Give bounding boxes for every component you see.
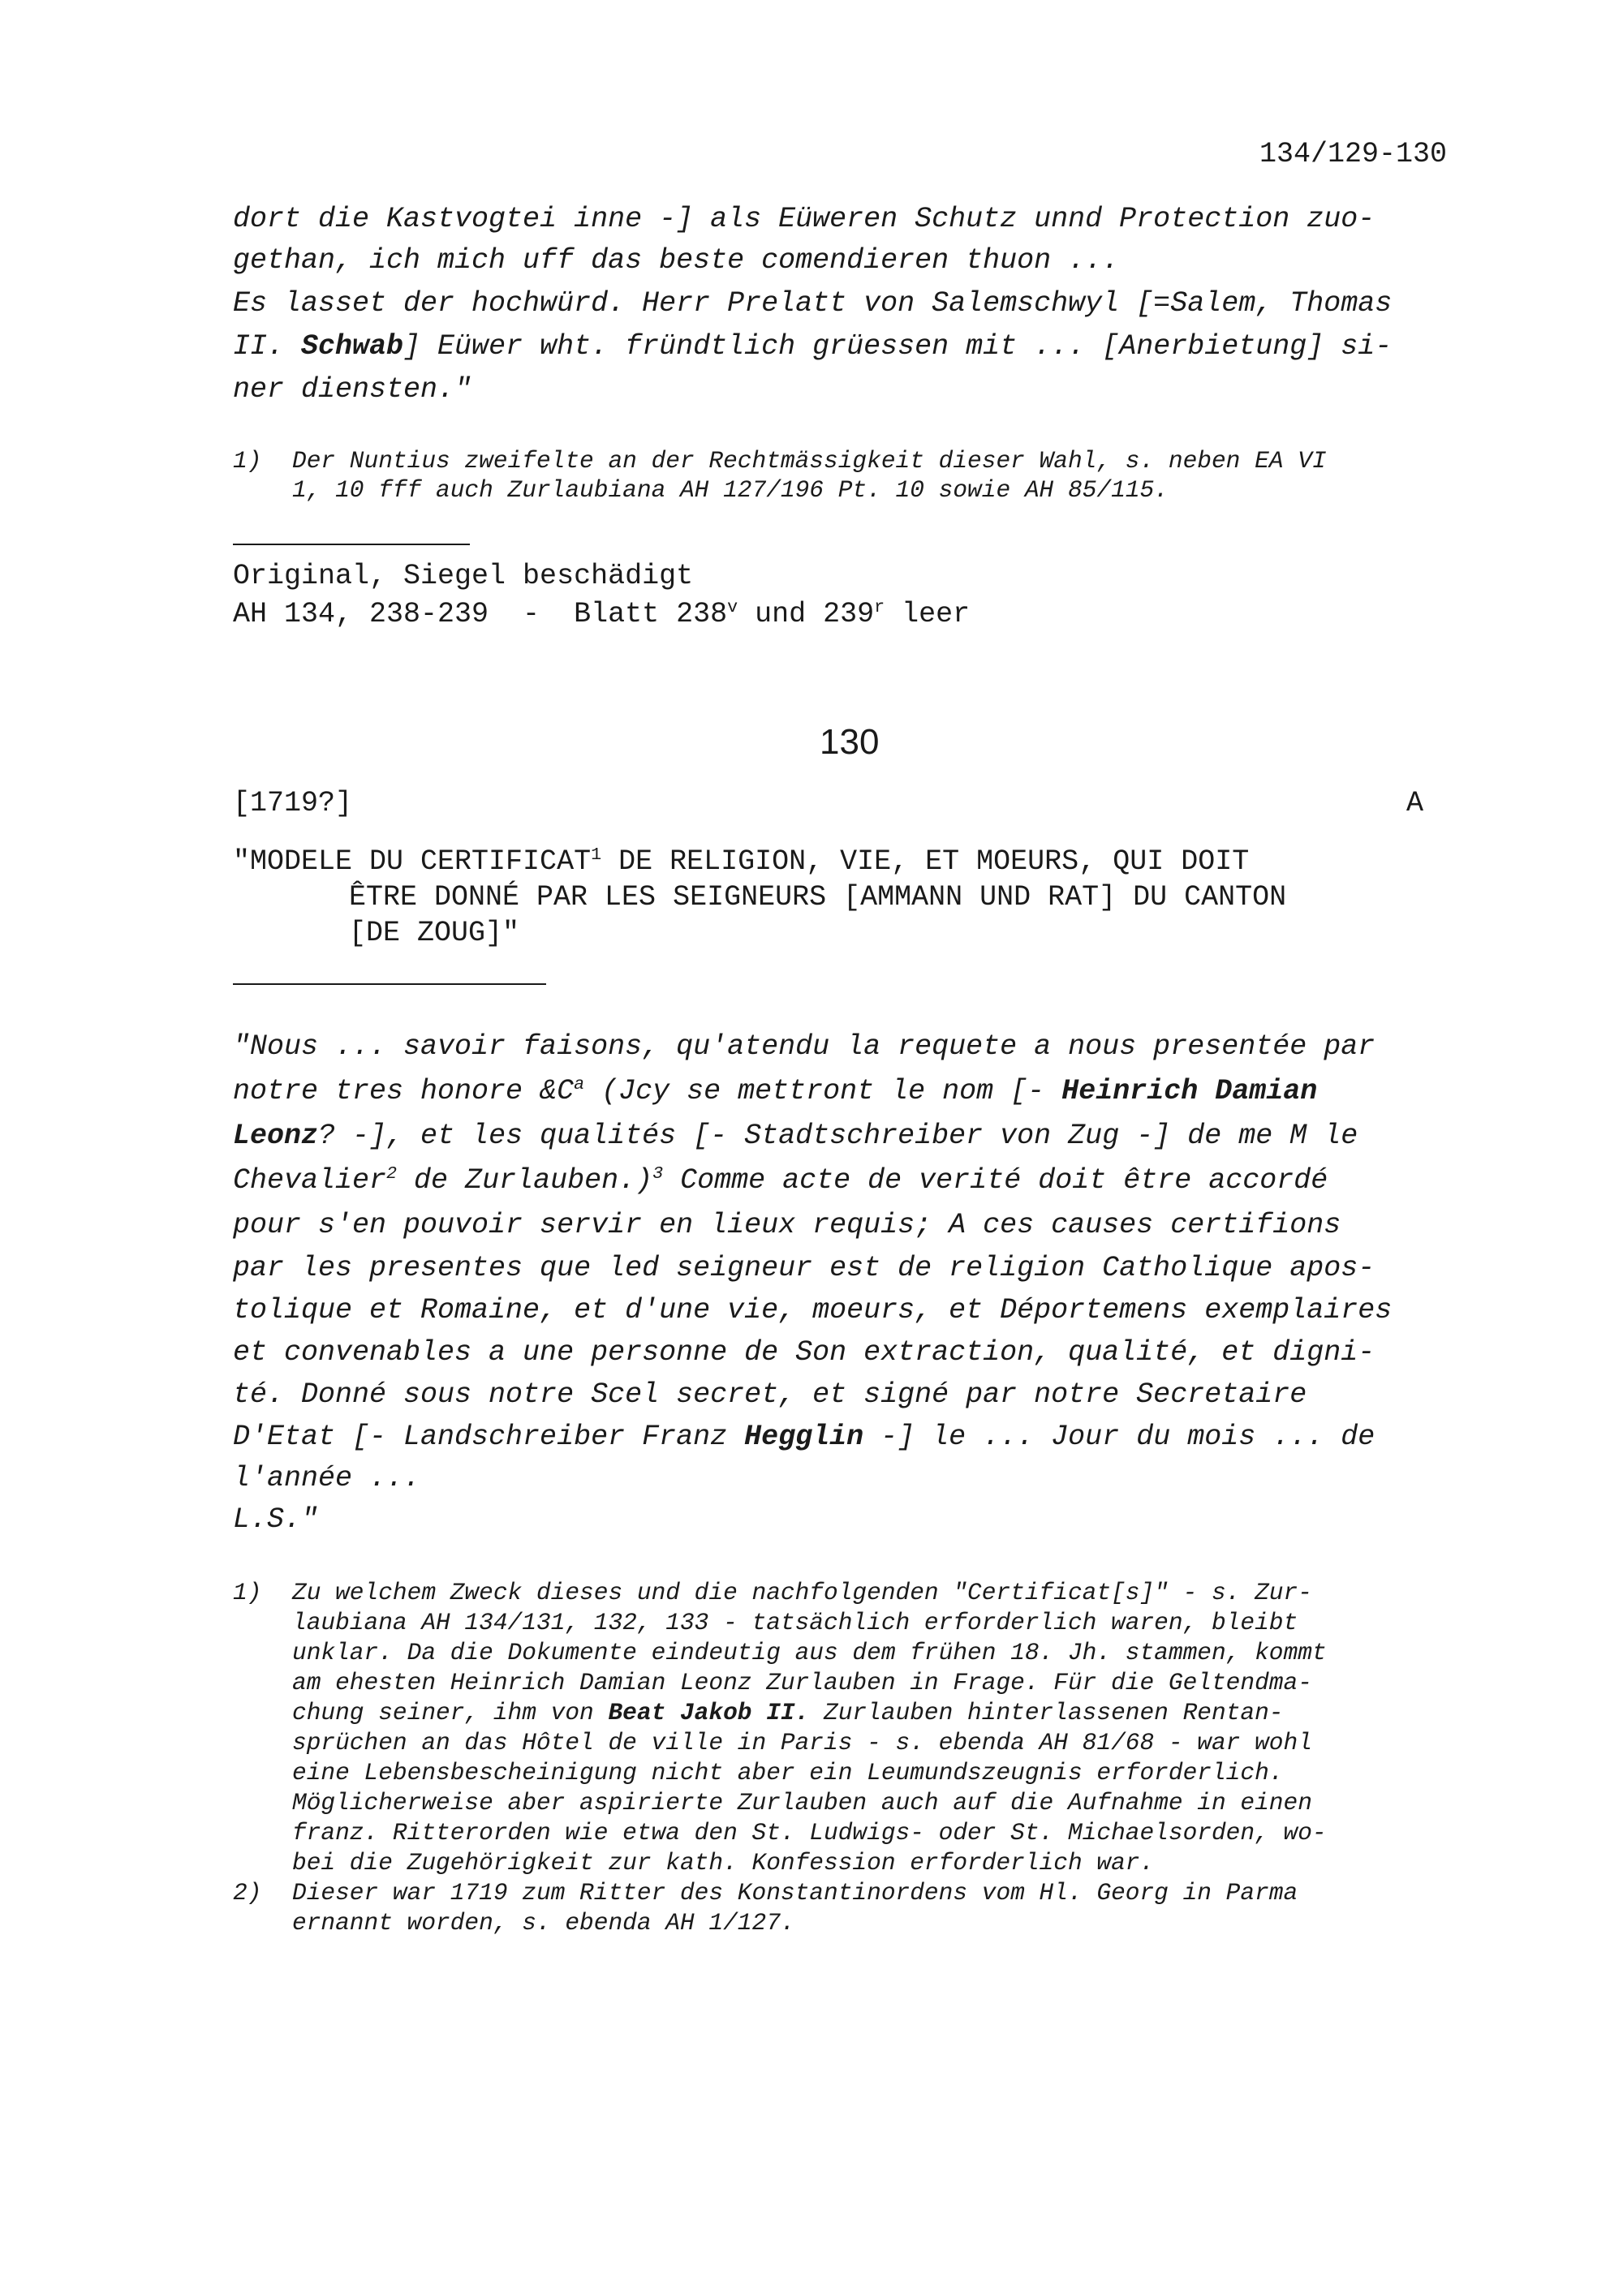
footnote-line: laubiana AH 134/131, 132, 133 - tatsächlich erforderlich waren, bleibt [292,1609,1298,1636]
text-line [233,1120,1358,1152]
text-line: par les presentes que led seigneur est de religion Catholique apos- [233,1252,1375,1284]
footnote-number: 2) [233,1879,262,1907]
title-line: [DE ZOUG]" [349,917,520,949]
text-line: té. Donné sous notre Scel secret, et signé par notre Secretaire [233,1378,1307,1411]
text-segment: Chevalier [233,1164,387,1197]
superscript: v [727,597,738,618]
text-segment: Zurlauben hinterlassenen Rentan- [809,1699,1284,1726]
text-line: et convenables a une personne de Son extraction, qualité, et digni- [233,1336,1375,1369]
source-line: Original, Siegel beschädigt [233,560,694,592]
footnote-line: franz. Ritterorden wie etwa den St. Ludwigs- oder St. Michaelsorden, wo- [292,1819,1327,1847]
text-segment: und 239 [738,598,875,630]
document-letter: A [1406,787,1424,819]
footnote-line: 1, 10 fff auch Zurlaubiana AH 127/196 Pt. 10 sowie AH 85/115. [292,476,1169,504]
text-line: gethan, ich mich uff das beste comendieren thuon ... [233,244,1120,277]
footnote-line: Der Nuntius zweifelte an der Rechtmässigkeit dieser Wahl, s. neben EA VI [292,447,1327,475]
footnote-marker: 1 [591,845,602,866]
title-line [233,845,1249,878]
text-segment: DE RELIGION, VIE, ET MOEURS, QUI DOIT [601,845,1250,878]
divider [233,983,546,985]
text-line: pour s'en pouvoir servir en lieux requis; A ces causes certifions [233,1209,1341,1241]
superscript: r [874,597,885,618]
text-segment: notre tres honore &C [233,1075,575,1107]
text-segment: (Jcy se mettront le nom [- [584,1075,1062,1107]
text-segment: ] Eüwer wht. fründtlich grüessen mit ... [Anerbietung] si- [403,330,1393,363]
text-line [233,1164,1328,1197]
name-bold: Beat Jakob II. [608,1699,810,1726]
text-line [233,330,1392,363]
footnote-line: Dieser war 1719 zum Ritter des Konstantinordens vom Hl. Georg in Parma [292,1879,1298,1907]
footnote-line: Möglicherweise aber aspirierte Zurlauben auch auf die Aufnahme in einen [292,1789,1312,1817]
name-bold: Heinrich Damian [1061,1075,1318,1107]
divider [233,544,470,545]
page-reference: 134/129-130 [1259,138,1448,170]
text-line: l'année ... [233,1462,421,1494]
footnote-line: Zu welchem Zweck dieses und die nachfolgenden "Certificat[s]" - s. Zur- [292,1579,1312,1606]
name-bold: Hegglin [744,1421,864,1453]
text-line: tolique et Romaine, et d'une vie, moeurs, et Déportemens exemplaires [233,1294,1393,1326]
footnote-line: ernannt worden, s. ebenda AH 1/127. [292,1909,795,1937]
text-segment: chung seiner, ihm von [292,1699,609,1726]
text-segment: -] le ... Jour du mois ... de [863,1421,1375,1453]
text-segment: ? -], et les qualités [- Stadtschreiber von Zug -] de me M le [318,1120,1358,1152]
footnote-number: 1) [233,447,262,475]
footnote-line: sprüchen an das Hôtel de ville in Paris - s. ebenda AH 81/68 - war wohl [292,1729,1312,1756]
name-bold: Schwab [301,330,404,363]
text-segment: "MODELE DU CERTIFICAT [233,845,592,878]
source-line [233,598,970,630]
footnote-line: am ehesten Heinrich Damian Leonz Zurlauben in Frage. Für die Geltendma- [292,1669,1312,1696]
document-date: [1719?] [233,787,353,819]
text-segment: II. [233,330,302,363]
footnote-line: bei die Zugehörigkeit zur kath. Konfession erforderlich war. [292,1849,1155,1877]
document-number: 130 [820,722,880,762]
text-line [233,1421,1375,1453]
title-line: ÊTRE DONNÉ PAR LES SEIGNEURS [AMMANN UND RAT] DU CANTON [349,881,1287,914]
footnote-number: 1) [233,1579,262,1606]
text-segment: leer [885,598,971,630]
text-line: Es lasset der hochwürd. Herr Prelatt von Salemschwyl [=Salem, Thomas [233,287,1393,320]
footnote-marker: 2 [386,1163,398,1185]
footnote-line: unklar. Da die Dokumente eindeutig aus dem frühen 18. Jh. stammen, kommt [292,1639,1327,1666]
text-segment: D'Etat [- Landschreiber Franz [233,1421,745,1453]
text-line: L.S." [233,1503,319,1536]
text-line: ner diensten." [233,373,472,406]
text-line: dort die Kastvogtei inne -] als Eüweren Schutz unnd Protection zuo- [233,203,1375,235]
text-segment: de Zurlauben.) [397,1164,653,1197]
text-segment: Comme acte de verité doit être accordé [663,1164,1328,1197]
text-segment: AH 134, 238-239 - Blatt 238 [233,598,728,630]
text-line: "Nous ... savoir faisons, qu'atendu la requete a nous presentée par [233,1030,1375,1063]
text-line [233,1075,1317,1107]
name-bold: Leonz [233,1120,319,1152]
superscript: a [574,1074,585,1095]
footnote-marker: 3 [652,1163,664,1185]
footnote-line [292,1699,1284,1726]
footnote-line: eine Lebensbescheinigung nicht aber ein Leumundszeugnis erforderlich. [292,1759,1284,1786]
